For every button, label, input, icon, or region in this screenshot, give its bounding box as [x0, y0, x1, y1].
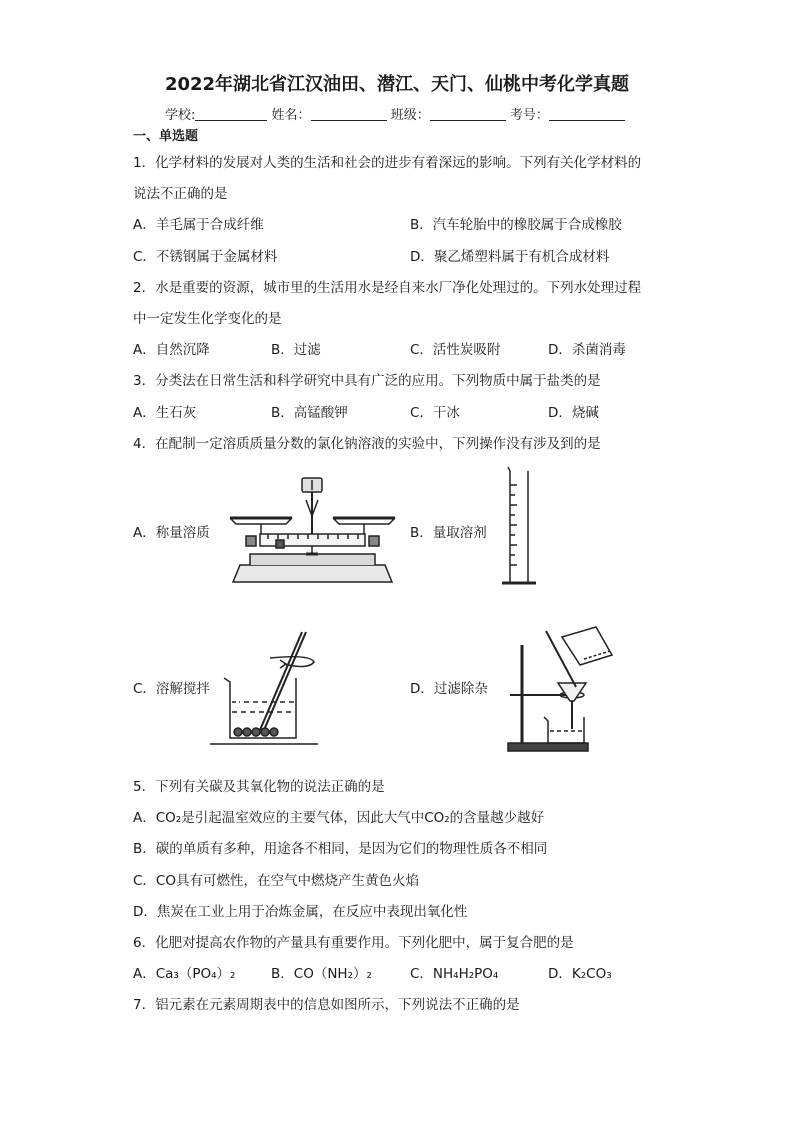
q1-option-a: A．羊毛属于合成纤维: [133, 217, 264, 233]
q5-option-c: C．CO具有可燃性，在空气中燃烧产生黄色火焰: [133, 873, 419, 889]
q5-option-a: A．CO₂是引起温室效应的主要气体，因此大气中CO₂的含量越少越好: [133, 810, 545, 826]
q2-stem-line2: 中一定发生化学变化的是: [133, 311, 282, 327]
q3-option-a: A．生石灰: [133, 405, 197, 421]
section-heading: 一、单选题: [133, 129, 199, 144]
q5-stem: 5．下列有关碳及其氧化物的说法正确的是: [133, 779, 385, 795]
q1-option-d: D．聚乙烯塑料属于有机合成材料: [410, 249, 610, 265]
school-label: 学校:: [165, 108, 196, 123]
q6-option-b: B．CO（NH₂）₂: [271, 966, 372, 982]
q2-option-c: C．活性炭吸附: [410, 342, 501, 358]
q4-option-d: D．过滤除杂: [410, 681, 488, 697]
school-blank: [195, 106, 267, 121]
q1-option-b: B．汽车轮胎中的橡胶属于合成橡胶: [410, 217, 622, 233]
q2-option-d: D．杀菌消毒: [548, 342, 626, 358]
q5-option-b: B．碳的单质有多种，用途各不相同，是因为它们的物理性质各不相同: [133, 841, 548, 857]
balance-scale-figure: [220, 470, 405, 590]
name-blank: [311, 106, 387, 121]
q7-stem: 7．铝元素在元素周期表中的信息如图所示，下列说法不正确的是: [133, 997, 520, 1013]
q3-option-c: C．干冰: [410, 405, 460, 421]
exam-no-blank: [549, 106, 625, 121]
q2-stem-line1: 2．水是重要的资源，城市里的生活用水是经自来水厂净化处理过的。下列水处理过程: [133, 280, 642, 296]
class-blank: [430, 106, 506, 121]
q3-stem: 3．分类法在日常生活和科学研究中具有广泛的应用。下列物质中属于盐类的是: [133, 373, 601, 389]
exam-no-label: 考号：: [509, 108, 549, 123]
page-title: 2022年湖北省江汉油田、潜江、天门、仙桃中考化学真题: [164, 74, 630, 95]
q4-stem: 4．在配制一定溶质质量分数的氯化钠溶液的实验中，下列操作没有涉及到的是: [133, 436, 601, 452]
q4-option-a: A．称量溶质: [133, 525, 210, 541]
q3-option-b: B．高锰酸钾: [271, 405, 348, 421]
q6-option-a: A．Ca₃（PO₄）₂: [133, 966, 236, 982]
q6-option-d: D．K₂CO₃: [548, 966, 612, 982]
q3-option-d: D．烧碱: [548, 405, 599, 421]
name-label: 姓名：: [271, 108, 311, 123]
filtration-apparatus-figure: [500, 625, 620, 760]
q2-option-b: B．过滤: [271, 342, 321, 358]
graduated-cylinder-figure: [500, 465, 540, 595]
q1-stem-line1: 1．化学材料的发展对人类的生活和社会的进步有着深远的影响。下列有关化学材料的: [133, 155, 642, 171]
info-line: [165, 104, 625, 123]
q4-option-b: B．量取溶剂: [410, 525, 487, 541]
q2-option-a: A．自然沉降: [133, 342, 210, 358]
q6-option-c: C．NH₄H₂PO₄: [410, 966, 499, 982]
q6-stem: 6．化肥对提高农作物的产量具有重要作用。下列化肥中，属于复合肥的是: [133, 935, 574, 951]
q1-stem-line2: 说法不正确的是: [133, 186, 228, 202]
q1-option-c: C．不锈钢属于金属材料: [133, 249, 278, 265]
q4-option-c: C．溶解搅拌: [133, 681, 210, 697]
class-label: 班级：: [390, 108, 430, 123]
beaker-stirring-figure: [210, 620, 320, 750]
q5-option-d: D．焦炭在工业上用于冶炼金属，在反应中表现出氧化性: [133, 904, 468, 920]
